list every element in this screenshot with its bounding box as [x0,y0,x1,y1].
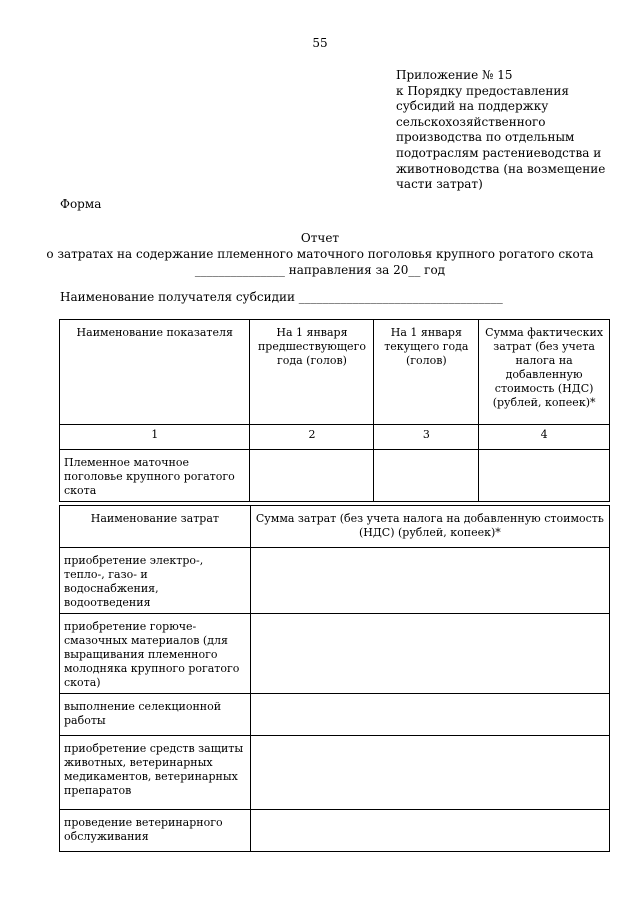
column-number-row [60,425,610,450]
column-number: 3 [374,425,479,450]
report-title-block [0,230,640,278]
table-row [60,736,610,810]
recipient-line: Наименование получателя субсидии __________________________________ [60,290,503,304]
expense-label: проведение ветеринарного обслуживания [60,810,251,852]
expense-label: приобретение электро-, тепло-, газо- и водоснабжения, водоотведения [60,548,251,614]
table-row [60,548,610,614]
column-number: 1 [60,425,250,450]
appendix-line: части затрат) [396,177,483,192]
page-number: 55 [312,36,328,50]
appendix-line: субсидий на поддержку [396,99,549,114]
header-cell: Сумма затрат (без учета налога на добавленную стоимость (НДС) (рублей, копеек)* [250,506,609,548]
header-cell: На 1 января предшествующего года (голов) [250,320,374,425]
empty-cell[interactable] [250,450,374,502]
table-row [60,694,610,736]
appendix-header [396,68,606,193]
column-number: 2 [250,425,374,450]
expense-label: выполнение селекционной работы [60,694,251,736]
appendix-line: к Порядку предоставления [396,83,569,98]
header-cell: На 1 января текущего года (голов) [374,320,479,425]
empty-cell[interactable] [250,548,609,614]
header-cell: Наименование затрат [60,506,251,548]
appendix-line: подотраслям растениеводства и [396,145,602,160]
empty-cell[interactable] [250,810,609,852]
report-subtitle: о затратах на содержание племенного маточного поголовья крупного рогатого скота [46,247,594,261]
table-row [60,450,610,502]
livestock-table [59,319,610,502]
row-label: Племенное маточное поголовье крупного рогатого скота [60,450,250,502]
table-row [60,614,610,694]
empty-cell[interactable] [250,736,609,810]
appendix-line: Приложение № 15 [396,68,513,82]
expense-label: приобретение средств защиты животных, ветеринарных медикаментов, ветеринарных препаратов [60,736,251,810]
empty-cell[interactable] [479,450,610,502]
empty-cell[interactable] [250,614,609,694]
appendix-line: сельскохозяйственного [396,114,546,129]
appendix-line: животноводства (на возмещение [396,161,606,176]
appendix-line: производства по отдельным [396,130,575,145]
empty-cell[interactable] [374,450,479,502]
empty-cell[interactable] [250,694,609,736]
table-header-row [60,506,610,548]
header-cell: Сумма фактических затрат (без учета налога на добавленную стоимость (НДС) (рублей, копеек)* [479,320,610,425]
column-number: 4 [479,425,610,450]
report-title: Отчет [300,231,340,245]
table-row [60,810,610,852]
table-header-row [60,320,610,425]
expense-label: приобретение горюче-смазочных материалов (для выращивания племенного молодняка крупного рогатого скота) [60,614,251,694]
form-label: Форма [60,197,102,211]
header-cell: Наименование показателя [60,320,250,425]
report-direction-line: _______________ направления за 20__ год [194,263,446,277]
expenses-table [59,505,610,852]
